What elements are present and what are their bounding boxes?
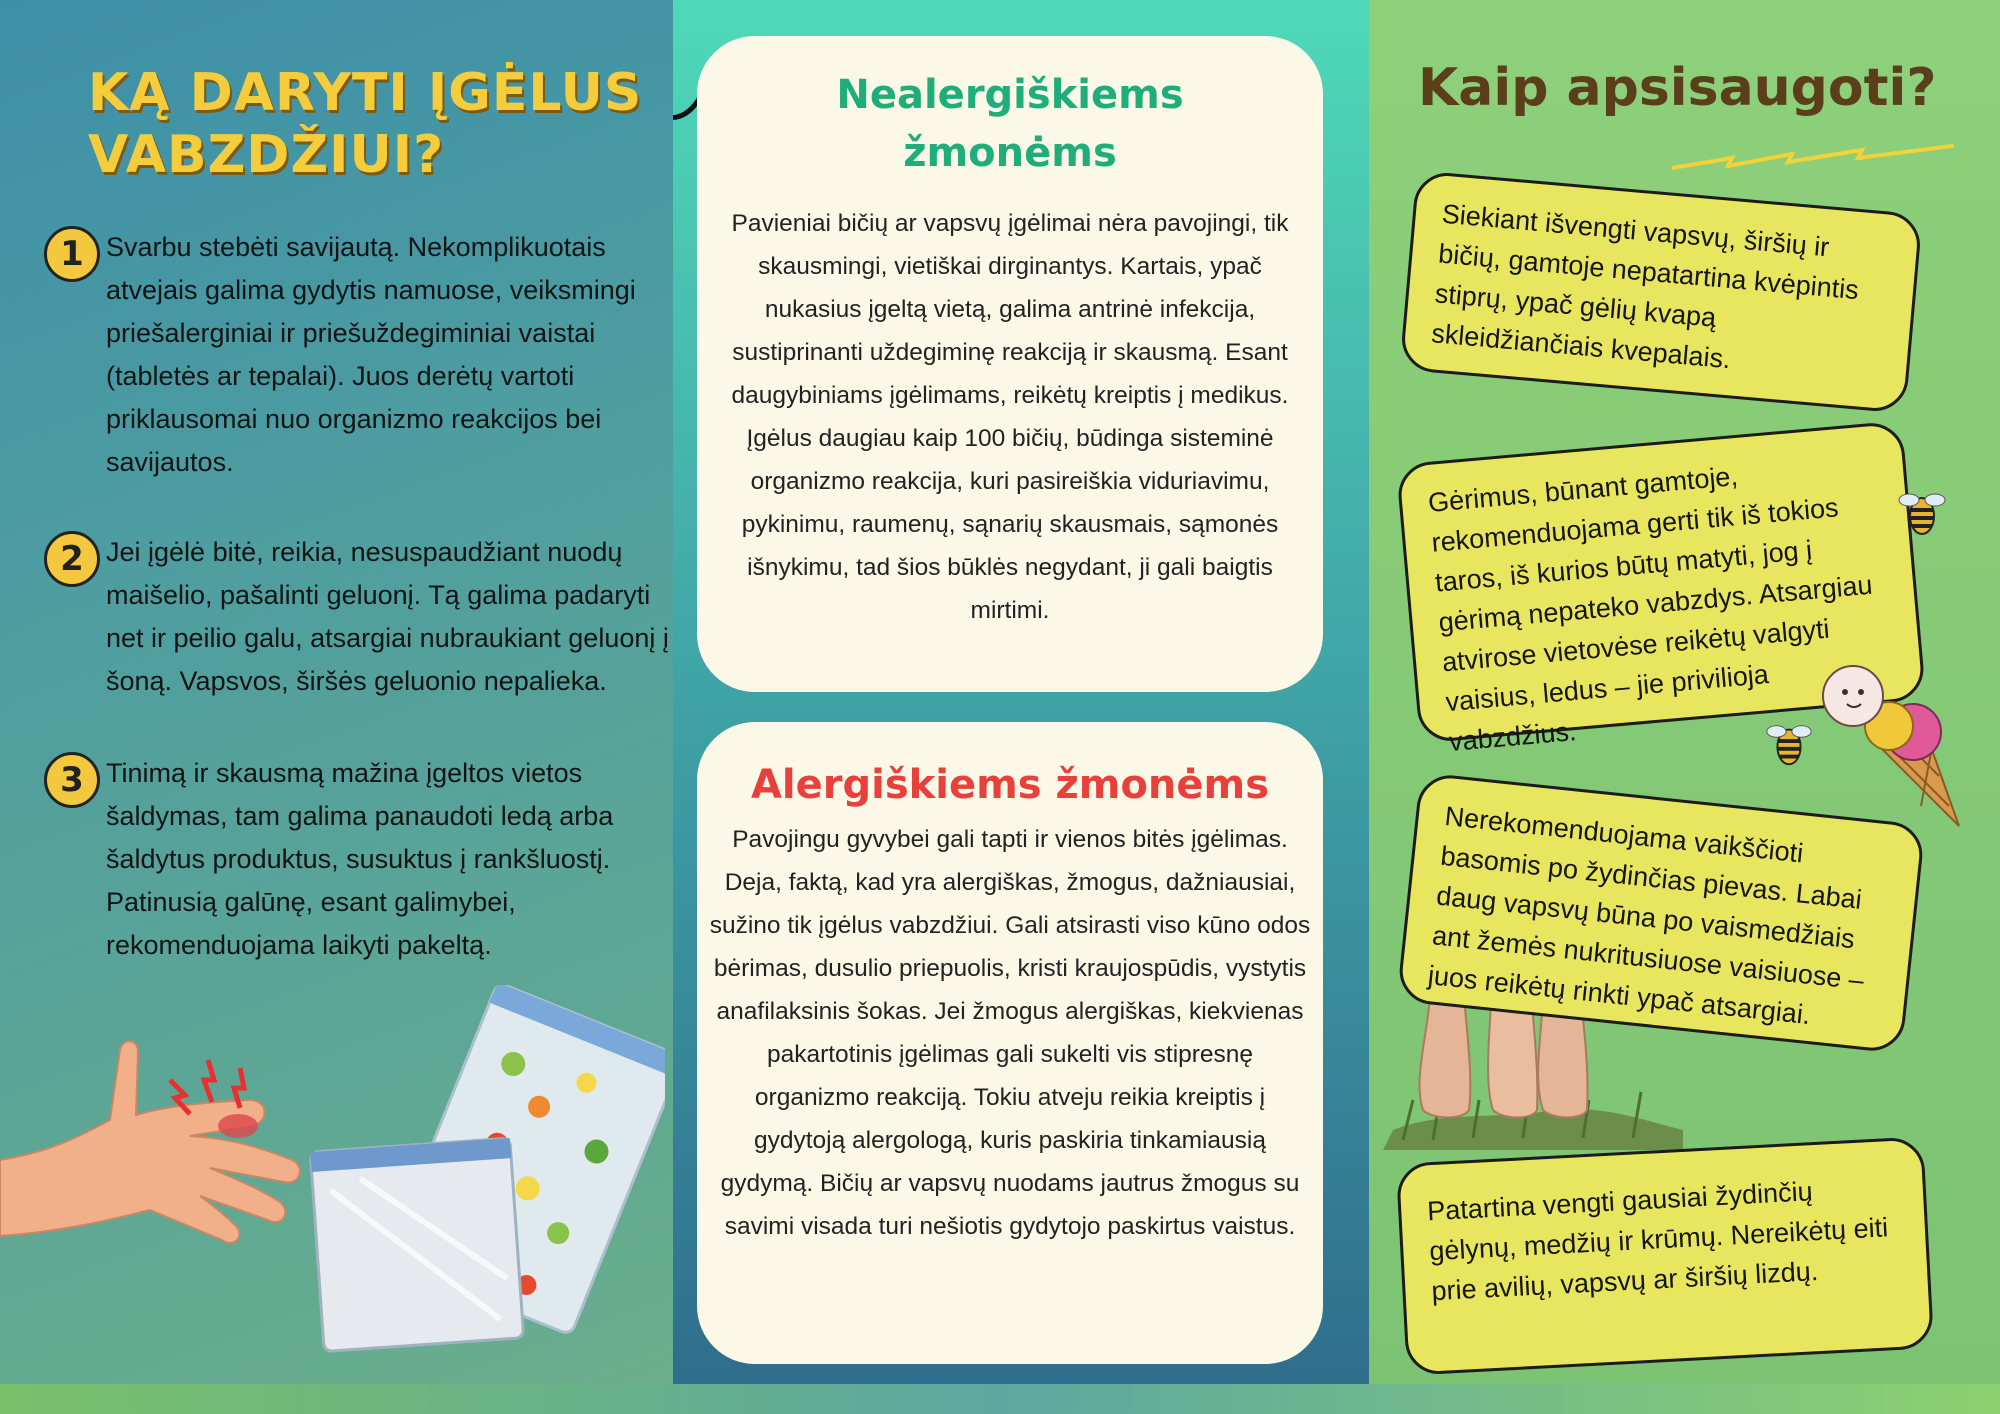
card-non-allergic bbox=[697, 36, 1323, 692]
step-number-2: 2 bbox=[44, 531, 100, 587]
tip-1-text: Siekiant išvengti vapsvų, širšių ir bičių, gamtoje nepatartina kvėpintis stiprų, ypač gėlių kvapą skleidžiančiais kvepalais. bbox=[1430, 198, 1860, 375]
zigzag-underline bbox=[1672, 136, 1962, 176]
right-panel bbox=[1369, 0, 2000, 1384]
step-text-3: Tinimą ir skausmą mažina įgeltos vietos šaldymas, tam galima panaudoti ledą arba šaldytus produktus, susuktus į rankšluostį. Patinusią galūnę, esant galimybei, rekomenduojama laikyti pakeltą. bbox=[106, 758, 614, 960]
step-text-2: Jei įgėlė bitė, reikia, nesuspaudžiant nuodų maišelio, pašalinti geluonį. Tą galima padaryti net ir peilio galu, atsargiai nubraukiant geluonį į šoną. Vapsvos, širšės geluonio nepalieka. bbox=[106, 537, 669, 696]
step-number-1: 1 bbox=[44, 226, 100, 282]
hand-sting-illustration bbox=[0, 1010, 330, 1250]
step-number-3: 3 bbox=[44, 752, 100, 808]
right-title: Kaip apsisaugoti? bbox=[1418, 58, 1937, 118]
bottom-strip bbox=[0, 1384, 2000, 1414]
card-non-allergic-text: Pavieniai bičių ar vapsvų įgėlimai nėra pavojingi, tik skausmingi, vietiškai dirginantys. Kartais, ypač nukasius įgeltą vietą, galima antrinė infekcija, sustiprinanti uždegiminę reakciją ir skausmą. Esant daugybiniams įgėlimams, reikėtų kreiptis į medikus. Įgėlus daugiau kaip 100 bičių, būdinga sisteminė organizmo reakcija, kuri pasireiškia viduriavimu, pykinimu, raumenų, sąnarių skausmais, sąmonės išnykimu, tad šios būklės negydant, ji gali baigtis mirtimi. bbox=[731, 210, 1289, 624]
bee-icon bbox=[1763, 716, 1815, 772]
tip-3-text: Nerekomenduojama vaikščioti basomis po žydinčias pievas. Labai daug vapsvų būna po vaismedžiais ant žemės nukritusiuose vaisiuose – juos reikėtų rinkti ypač atsargiai. bbox=[1426, 800, 1866, 1031]
card-non-allergic-title: Nealergiškiems žmonėms bbox=[836, 72, 1184, 176]
ice-cream-illustration bbox=[1809, 656, 1969, 836]
middle-panel bbox=[673, 0, 1369, 1384]
tip-2-text: Gėrimus, būnant gamtoje, rekomenduojama gerti tik iš tokios taros, iš kurios būtų matyti, jog į gėrimą nepateko vabzdys. Atsargiau atvirose vietovėse reikėtų valgyti vaisius, ledus – jie privilioja vabzdžius. bbox=[1426, 460, 1874, 758]
card-allergic bbox=[697, 722, 1323, 1364]
tip-4-text: Patartina vengti gausiai žydinčių gėlynų, medžių ir krūmų. Nereikėtų eiti prie avilių, vapsvų ar širšių lizdų. bbox=[1426, 1176, 1889, 1307]
card-allergic-title: Alergiškiems žmonėms bbox=[750, 762, 1270, 808]
tip-4 bbox=[1396, 1136, 1934, 1375]
freezer-bag-illustration bbox=[305, 985, 665, 1365]
left-title: KĄ DARYTI ĮGĖLUS VABZDŽIUI? bbox=[88, 63, 643, 185]
card-allergic-text: Pavojingu gyvybei gali tapti ir vienos bitės įgėlimas. Deja, faktą, kad yra alergiškas, žmogus, dažniausiai, sužino tik įgėlus vabzdžiui. Gali atsirasti viso kūno odos bėrimas, dusulio priepuolis, kristi kraujospūdis, vystytis anafilaksinis šokas. Jei žmogus alergiškas, kiekvienas pakartotinis įgėlimas gali sukelti vis stipresnę organizmo reakciją. Tokiu atveju reikia kreiptis į gydytoją alergologą, kuris paskiria tinkamiausią gydymą. Bičių ar vapsvų nuodams jautrus žmogus su savimi visada turi nešiotis gydytojo paskirtus vaistus. bbox=[709, 826, 1311, 1240]
left-panel bbox=[0, 0, 673, 1384]
step-text-1: Svarbu stebėti savijautą. Nekomplikuotais atvejais galima gydytis namuose, veiksmingi priešalerginiai ir priešuždegiminiai vaistai (tabletės ar tepalai). Juos derėtų vartoti priklausomai nuo organizmo reakcijos bei savijautos. bbox=[106, 232, 636, 477]
tip-1 bbox=[1399, 170, 1922, 414]
bee-icon bbox=[1895, 484, 1949, 542]
